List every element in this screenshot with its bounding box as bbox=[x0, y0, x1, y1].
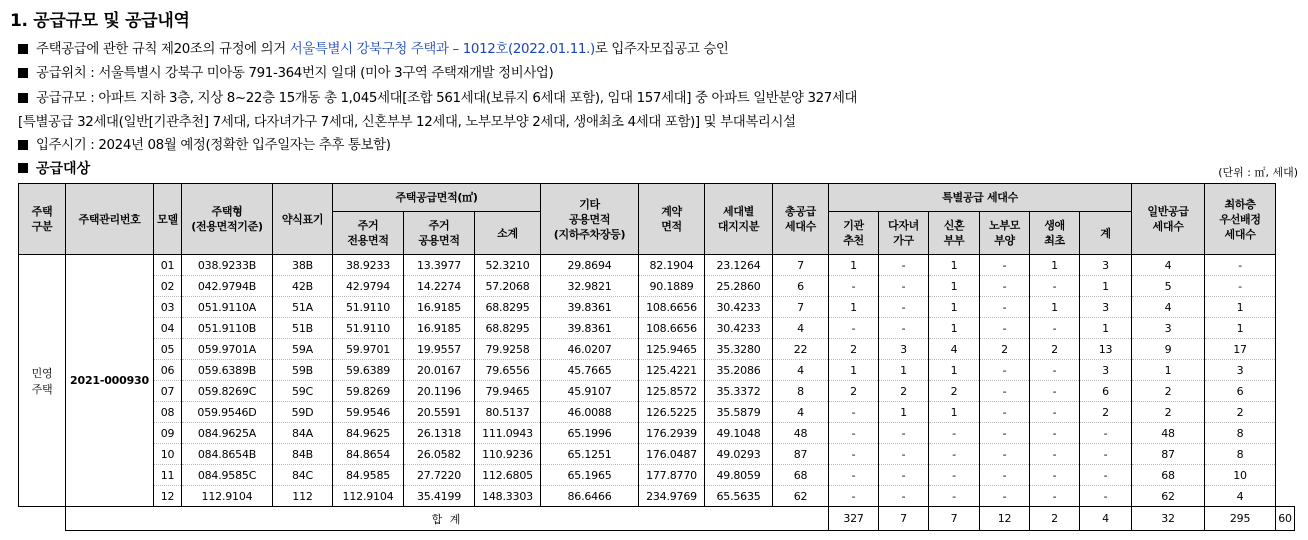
table-cell: 59.9546 bbox=[333, 402, 404, 423]
table-cell: 52.3210 bbox=[475, 255, 541, 276]
table-cell: 2 bbox=[829, 339, 879, 360]
table-cell: 65.5635 bbox=[705, 486, 773, 507]
table-row bbox=[19, 423, 1295, 444]
info-line-approval bbox=[18, 38, 729, 57]
col-header-model: 모델 bbox=[154, 184, 182, 255]
table-cell: 51.9110 bbox=[333, 318, 404, 339]
table-cell: 42B bbox=[273, 276, 333, 297]
table-cell: 48 bbox=[773, 423, 829, 444]
col-header-multi: 다자녀 가구 bbox=[879, 212, 929, 255]
table-cell: - bbox=[980, 486, 1030, 507]
table-cell: - bbox=[980, 402, 1030, 423]
col-header-general: 일반공급 세대수 bbox=[1132, 184, 1205, 255]
table-cell: - bbox=[980, 444, 1030, 465]
table-cell: - bbox=[829, 486, 879, 507]
table-cell: 1 bbox=[879, 402, 929, 423]
table-cell: 65.1251 bbox=[541, 444, 639, 465]
table-cell: 3 bbox=[1080, 255, 1132, 276]
table-cell: 20.5591 bbox=[404, 402, 475, 423]
table-cell: - bbox=[879, 423, 929, 444]
table-cell: - bbox=[980, 255, 1030, 276]
col-header-other-common: 기타 공용면적 (지하주차장등) bbox=[541, 184, 639, 255]
approval-prefix: 주택공급에 관한 규칙 제20조의 규정에 의거 bbox=[36, 42, 290, 57]
table-cell: - bbox=[1030, 423, 1080, 444]
col-header-type: 주택 구분 bbox=[19, 184, 66, 255]
table-cell: 2 bbox=[1132, 381, 1205, 402]
table-cell: 84.9585 bbox=[333, 465, 404, 486]
table-cell: 038.9233B bbox=[182, 255, 273, 276]
table-cell: 2 bbox=[1080, 402, 1132, 423]
table-cell: - bbox=[829, 444, 879, 465]
table-cell: - bbox=[1080, 486, 1132, 507]
table-cell: 059.9701A bbox=[182, 339, 273, 360]
table-row bbox=[19, 444, 1295, 465]
table-cell: - bbox=[980, 381, 1030, 402]
table-cell: 68.8295 bbox=[475, 318, 541, 339]
col-header-subtotal: 소계 bbox=[475, 212, 541, 255]
table-cell: 65.1996 bbox=[541, 423, 639, 444]
table-cell: 1 bbox=[829, 297, 879, 318]
table-row bbox=[19, 276, 1295, 297]
col-header-lowest: 최하층 우선배정 세대수 bbox=[1205, 184, 1276, 255]
table-cell: 68 bbox=[1132, 465, 1205, 486]
approval-link-text: 서울특별시 강북구청 주택과 – 1012호(2022.01.11.) bbox=[289, 42, 595, 57]
table-cell: 62 bbox=[1132, 486, 1205, 507]
table-row bbox=[19, 465, 1295, 486]
table-cell: - bbox=[980, 423, 1030, 444]
table-cell: - bbox=[829, 465, 879, 486]
table-cell: 112 bbox=[273, 486, 333, 507]
table-cell: - bbox=[980, 360, 1030, 381]
table-cell: 1 bbox=[1132, 360, 1205, 381]
table-cell: 79.9465 bbox=[475, 381, 541, 402]
table-cell: 1 bbox=[929, 402, 980, 423]
table-cell: - bbox=[929, 423, 980, 444]
mgmt-number-cell: 2021-000930 bbox=[66, 255, 154, 507]
table-cell: 84.8654 bbox=[333, 444, 404, 465]
col-header-mgmt-no: 주택관리번호 bbox=[66, 184, 154, 255]
table-cell: 176.2939 bbox=[639, 423, 705, 444]
table-cell: - bbox=[1080, 444, 1132, 465]
square-bullet-icon bbox=[18, 68, 28, 78]
table-cell: 39.8361 bbox=[541, 318, 639, 339]
table-cell: 38.9233 bbox=[333, 255, 404, 276]
col-header-short: 약식표기 bbox=[273, 184, 333, 255]
table-cell: 68.8295 bbox=[475, 297, 541, 318]
col-header-total-supply: 총공급 세대수 bbox=[773, 184, 829, 255]
table-cell: 4 bbox=[773, 402, 829, 423]
table-cell: 84B bbox=[273, 444, 333, 465]
total-label: 합 계 bbox=[66, 507, 829, 531]
info-line-location bbox=[18, 62, 553, 81]
table-cell: 48 bbox=[1132, 423, 1205, 444]
table-cell: 084.9585C bbox=[182, 465, 273, 486]
table-cell: - bbox=[879, 444, 929, 465]
table-cell: 42.9794 bbox=[333, 276, 404, 297]
table-cell: 051.9110B bbox=[182, 318, 273, 339]
table-cell: - bbox=[1030, 444, 1080, 465]
table-cell: 05 bbox=[154, 339, 182, 360]
table-cell: 1 bbox=[929, 297, 980, 318]
table-cell: 126.5225 bbox=[639, 402, 705, 423]
table-cell: 2 bbox=[879, 381, 929, 402]
table-cell: 112.6805 bbox=[475, 465, 541, 486]
table-cell: 84.9625 bbox=[333, 423, 404, 444]
table-cell: 2 bbox=[1030, 339, 1080, 360]
table-cell: 125.9465 bbox=[639, 339, 705, 360]
table-cell: - bbox=[980, 276, 1030, 297]
table-cell: 2 bbox=[829, 381, 879, 402]
table-cell: 59.9701 bbox=[333, 339, 404, 360]
table-cell: 14.2274 bbox=[404, 276, 475, 297]
table-row bbox=[19, 360, 1295, 381]
table-cell: 84C bbox=[273, 465, 333, 486]
table-cell: 125.8572 bbox=[639, 381, 705, 402]
table-cell: 8 bbox=[1205, 444, 1276, 465]
table-cell: 79.6556 bbox=[475, 360, 541, 381]
square-bullet-icon bbox=[18, 44, 28, 54]
table-cell: 59C bbox=[273, 381, 333, 402]
table-cell: - bbox=[980, 465, 1030, 486]
table-cell: 177.8770 bbox=[639, 465, 705, 486]
col-header-inst: 기관 추천 bbox=[829, 212, 879, 255]
table-cell: 59.6389 bbox=[333, 360, 404, 381]
table-cell: 57.2068 bbox=[475, 276, 541, 297]
square-bullet-icon bbox=[18, 93, 28, 103]
table-cell: 1 bbox=[1080, 276, 1132, 297]
table-cell: 59B bbox=[273, 360, 333, 381]
table-cell: 09 bbox=[154, 423, 182, 444]
table-cell: 59.8269 bbox=[333, 381, 404, 402]
table-cell: 01 bbox=[154, 255, 182, 276]
table-cell: 110.9236 bbox=[475, 444, 541, 465]
special-supply-text: [특별공급 32세대(일반[기관추천] 7세대, 다자녀가구 7세대, 신혼부부 12세대, 노부모부양 2세대, 생애최초 4세대 포함)] 및 부대복리시설 bbox=[18, 115, 796, 130]
table-cell: 4 bbox=[1205, 486, 1276, 507]
table-cell: 084.9625A bbox=[182, 423, 273, 444]
table-cell: - bbox=[829, 402, 879, 423]
table-cell: 10 bbox=[154, 444, 182, 465]
table-cell: 22 bbox=[773, 339, 829, 360]
table-cell: - bbox=[980, 318, 1030, 339]
table-cell: - bbox=[1205, 276, 1276, 297]
col-header-elder: 노부모 부양 bbox=[980, 212, 1030, 255]
square-bullet-icon bbox=[18, 163, 28, 173]
table-cell: 8 bbox=[773, 381, 829, 402]
table-cell: - bbox=[929, 486, 980, 507]
table-row bbox=[19, 381, 1295, 402]
table-cell: 1 bbox=[1205, 318, 1276, 339]
section-title bbox=[18, 158, 90, 178]
col-header-special-group: 특별공급 세대수 bbox=[829, 184, 1132, 212]
table-cell: 3 bbox=[1205, 360, 1276, 381]
table-cell: 87 bbox=[773, 444, 829, 465]
movein-text: 입주시기 : 2024년 08월 예정(정확한 입주일자는 추후 통보함) bbox=[36, 138, 391, 153]
table-cell: 108.6656 bbox=[639, 297, 705, 318]
table-cell: 51A bbox=[273, 297, 333, 318]
table-cell: 46.0088 bbox=[541, 402, 639, 423]
table-cell: 7 bbox=[773, 297, 829, 318]
table-cell: 6 bbox=[1080, 381, 1132, 402]
total-row bbox=[19, 507, 1295, 531]
table-cell: 8 bbox=[1205, 423, 1276, 444]
table-cell: 111.0943 bbox=[475, 423, 541, 444]
table-cell: - bbox=[1030, 402, 1080, 423]
table-cell: 51B bbox=[273, 318, 333, 339]
info-line-special bbox=[18, 111, 796, 130]
table-cell: 176.0487 bbox=[639, 444, 705, 465]
table-cell: 35.2086 bbox=[705, 360, 773, 381]
table-cell: 3 bbox=[1132, 318, 1205, 339]
table-cell: 20.0167 bbox=[404, 360, 475, 381]
table-cell: 82.1904 bbox=[639, 255, 705, 276]
table-cell: 84A bbox=[273, 423, 333, 444]
total-blank-cell bbox=[19, 507, 66, 531]
table-cell: - bbox=[879, 255, 929, 276]
table-cell: - bbox=[879, 297, 929, 318]
table-cell: - bbox=[879, 276, 929, 297]
table-cell: 2 bbox=[929, 381, 980, 402]
section-title-text: 공급대상 bbox=[36, 161, 91, 177]
approval-suffix: 로 입주자모집공고 승인 bbox=[594, 42, 729, 57]
table-cell: 59A bbox=[273, 339, 333, 360]
table-cell: 12 bbox=[154, 486, 182, 507]
table-cell: 26.0582 bbox=[404, 444, 475, 465]
table-cell: 112.9104 bbox=[182, 486, 273, 507]
table-cell: 19.9557 bbox=[404, 339, 475, 360]
table-cell: - bbox=[1030, 276, 1080, 297]
table-cell: 059.9546D bbox=[182, 402, 273, 423]
total-cell: 327 bbox=[829, 507, 879, 531]
total-cell: 60 bbox=[1276, 507, 1295, 531]
total-cell: 12 bbox=[980, 507, 1030, 531]
table-cell: 04 bbox=[154, 318, 182, 339]
table-cell: 29.8694 bbox=[541, 255, 639, 276]
col-header-common: 주거 공용면적 bbox=[404, 212, 475, 255]
total-cell: 2 bbox=[1030, 507, 1080, 531]
table-cell: - bbox=[879, 486, 929, 507]
total-cell: 7 bbox=[879, 507, 929, 531]
table-cell: - bbox=[980, 297, 1030, 318]
house-category-cell: 민영 주택 bbox=[19, 255, 66, 507]
table-cell: 125.4221 bbox=[639, 360, 705, 381]
table-cell: 4 bbox=[1132, 255, 1205, 276]
table-cell: 1 bbox=[929, 276, 980, 297]
table-cell: 06 bbox=[154, 360, 182, 381]
total-cell: 7 bbox=[929, 507, 980, 531]
table-cell: 65.1965 bbox=[541, 465, 639, 486]
table-cell: 08 bbox=[154, 402, 182, 423]
table-cell: 042.9794B bbox=[182, 276, 273, 297]
table-cell: 25.2860 bbox=[705, 276, 773, 297]
table-cell: 16.9185 bbox=[404, 318, 475, 339]
table-cell: 1 bbox=[929, 255, 980, 276]
table-cell: 26.1318 bbox=[404, 423, 475, 444]
table-cell: - bbox=[929, 444, 980, 465]
table-cell: 46.0207 bbox=[541, 339, 639, 360]
table-row bbox=[19, 486, 1295, 507]
table-cell: 51.9110 bbox=[333, 297, 404, 318]
table-cell: 10 bbox=[1205, 465, 1276, 486]
table-cell: 4 bbox=[1132, 297, 1205, 318]
table-cell: 059.6389B bbox=[182, 360, 273, 381]
table-cell: 7 bbox=[773, 255, 829, 276]
table-cell: 059.8269C bbox=[182, 381, 273, 402]
table-cell: 35.3372 bbox=[705, 381, 773, 402]
table-cell: 49.1048 bbox=[705, 423, 773, 444]
table-cell: - bbox=[1080, 423, 1132, 444]
table-cell: 051.9110A bbox=[182, 297, 273, 318]
table-cell: - bbox=[1030, 318, 1080, 339]
table-cell: 084.8654B bbox=[182, 444, 273, 465]
col-header-contract: 계약 면적 bbox=[639, 184, 705, 255]
table-cell: 1 bbox=[829, 360, 879, 381]
table-cell: 86.6466 bbox=[541, 486, 639, 507]
table-cell: 39.8361 bbox=[541, 297, 639, 318]
total-cell: 4 bbox=[1080, 507, 1132, 531]
col-header-area-group: 주택공급면적(㎡) bbox=[333, 184, 541, 212]
col-header-exclusive: 주거 전용면적 bbox=[333, 212, 404, 255]
table-cell: 35.4199 bbox=[404, 486, 475, 507]
table-cell: 68 bbox=[773, 465, 829, 486]
table-cell: 1 bbox=[1030, 255, 1080, 276]
table-cell: 90.1889 bbox=[639, 276, 705, 297]
table-cell: 62 bbox=[773, 486, 829, 507]
table-cell: 6 bbox=[773, 276, 829, 297]
table-cell: 23.1264 bbox=[705, 255, 773, 276]
col-header-land: 세대별 대지지분 bbox=[705, 184, 773, 255]
table-cell: 30.4233 bbox=[705, 318, 773, 339]
table-cell: 45.9107 bbox=[541, 381, 639, 402]
table-cell: 49.8059 bbox=[705, 465, 773, 486]
location-text: 공급위치 : 서울특별시 강북구 미아동 791-364번지 일대 (미아 3구역 주택재개발 정비사업) bbox=[36, 66, 554, 81]
table-cell: 13.3977 bbox=[404, 255, 475, 276]
table-cell: 1 bbox=[1205, 297, 1276, 318]
total-cell: 295 bbox=[1205, 507, 1276, 531]
table-cell: 1 bbox=[1080, 318, 1132, 339]
col-header-sum: 계 bbox=[1080, 212, 1132, 255]
table-cell: 30.4233 bbox=[705, 297, 773, 318]
table-row bbox=[19, 318, 1295, 339]
table-cell: 1 bbox=[929, 360, 980, 381]
table-row bbox=[19, 255, 1295, 276]
table-cell: - bbox=[1030, 360, 1080, 381]
table-cell: - bbox=[1030, 465, 1080, 486]
col-header-first: 생애 최초 bbox=[1030, 212, 1080, 255]
table-cell: 02 bbox=[154, 276, 182, 297]
table-cell: 79.9258 bbox=[475, 339, 541, 360]
table-cell: 108.6656 bbox=[639, 318, 705, 339]
info-line-scale bbox=[18, 87, 857, 106]
table-cell: 148.3303 bbox=[475, 486, 541, 507]
table-cell: 38B bbox=[273, 255, 333, 276]
table-cell: 32.9821 bbox=[541, 276, 639, 297]
square-bullet-icon bbox=[18, 140, 28, 150]
table-cell: - bbox=[879, 318, 929, 339]
scale-text: 공급규모 : 아파트 지하 3층, 지상 8~22층 15개동 총 1,045세대[조합 561세대(보류지 6세대 포함), 임대 157세대] 중 아파트 일반분양 327세대 bbox=[36, 91, 858, 106]
table-cell: 13 bbox=[1080, 339, 1132, 360]
table-cell: 4 bbox=[773, 318, 829, 339]
total-cell: 32 bbox=[1132, 507, 1205, 531]
table-cell: - bbox=[1030, 486, 1080, 507]
col-header-newly: 신혼 부부 bbox=[929, 212, 980, 255]
table-row bbox=[19, 402, 1295, 423]
table-cell: 11 bbox=[154, 465, 182, 486]
table-cell: 4 bbox=[929, 339, 980, 360]
table-cell: 1 bbox=[879, 360, 929, 381]
table-row bbox=[19, 339, 1295, 360]
table-cell: 3 bbox=[879, 339, 929, 360]
supply-table-body bbox=[19, 255, 1295, 531]
table-cell: 6 bbox=[1205, 381, 1276, 402]
table-cell: - bbox=[879, 465, 929, 486]
table-cell: - bbox=[829, 423, 879, 444]
table-cell: 1 bbox=[829, 255, 879, 276]
table-cell: 27.7220 bbox=[404, 465, 475, 486]
table-cell: 17 bbox=[1205, 339, 1276, 360]
table-cell: 9 bbox=[1132, 339, 1205, 360]
table-cell: 59D bbox=[273, 402, 333, 423]
table-cell: 80.5137 bbox=[475, 402, 541, 423]
table-cell: 1 bbox=[929, 318, 980, 339]
table-cell: - bbox=[1080, 465, 1132, 486]
table-cell: - bbox=[829, 318, 879, 339]
supply-table bbox=[18, 183, 1295, 531]
table-cell: - bbox=[1030, 381, 1080, 402]
table-cell: 5 bbox=[1132, 276, 1205, 297]
table-cell: 35.5879 bbox=[705, 402, 773, 423]
table-cell: 2 bbox=[1205, 402, 1276, 423]
table-cell: - bbox=[929, 465, 980, 486]
table-cell: 234.9769 bbox=[639, 486, 705, 507]
table-cell: - bbox=[1205, 255, 1276, 276]
table-cell: 20.1196 bbox=[404, 381, 475, 402]
table-cell: - bbox=[829, 276, 879, 297]
table-cell: 49.0293 bbox=[705, 444, 773, 465]
unit-note: (단위 : ㎡, 세대) bbox=[1218, 166, 1298, 179]
table-cell: 45.7665 bbox=[541, 360, 639, 381]
table-cell: 2 bbox=[1132, 402, 1205, 423]
table-cell: 16.9185 bbox=[404, 297, 475, 318]
info-line-movein bbox=[18, 134, 391, 153]
table-cell: 03 bbox=[154, 297, 182, 318]
page-heading: 1. 공급규모 및 공급내역 bbox=[10, 11, 190, 31]
col-header-house-type: 주택형 (전용면적기준) bbox=[182, 184, 273, 255]
table-cell: 1 bbox=[1030, 297, 1080, 318]
table-cell: 112.9104 bbox=[333, 486, 404, 507]
table-row bbox=[19, 297, 1295, 318]
table-cell: 2 bbox=[980, 339, 1030, 360]
table-cell: 3 bbox=[1080, 297, 1132, 318]
table-cell: 07 bbox=[154, 381, 182, 402]
table-cell: 87 bbox=[1132, 444, 1205, 465]
table-cell: 35.3280 bbox=[705, 339, 773, 360]
table-cell: 4 bbox=[773, 360, 829, 381]
table-cell: 3 bbox=[1080, 360, 1132, 381]
